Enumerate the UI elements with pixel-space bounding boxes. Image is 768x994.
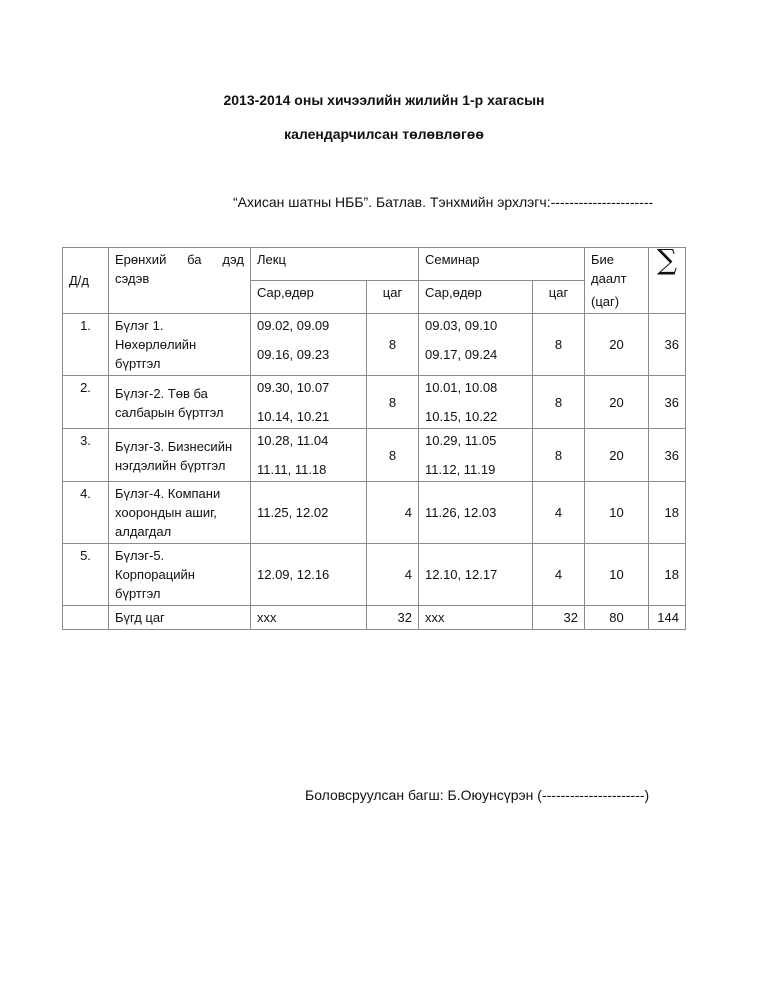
total-label: Бүгд цаг xyxy=(109,606,251,630)
header-self-line-1: Бие xyxy=(591,252,615,267)
header-seminar-date: Сар,өдөр xyxy=(419,281,533,314)
lecture-dates-1: 10.28, 11.04 xyxy=(257,433,329,448)
lecture-hours: 4 xyxy=(367,544,419,606)
seminar-dates xyxy=(419,314,533,376)
row-number: 3. xyxy=(63,429,109,482)
lecture-dates: 12.09, 12.16 xyxy=(251,544,367,606)
lecture-dates-1: 09.30, 10.07 xyxy=(257,380,330,395)
lecture-dates: 11.25, 12.02 xyxy=(251,482,367,544)
lecture-dates-1: 09.02, 09.09 xyxy=(257,318,330,333)
lecture-dates xyxy=(251,376,367,429)
row-total: 18 xyxy=(649,482,686,544)
total-all: 144 xyxy=(649,606,686,630)
lecture-hours: 8 xyxy=(367,314,419,376)
lecture-dates xyxy=(251,314,367,376)
table-row xyxy=(63,482,686,544)
seminar-dates xyxy=(419,376,533,429)
row-number: 4. xyxy=(63,482,109,544)
seminar-dates-1: 10.29, 11.05 xyxy=(425,433,497,448)
seminar-dates-2: 09.17, 09.24 xyxy=(425,347,498,362)
row-topic: Бүлэг-2. Төв ба салбарын бүртгэл xyxy=(109,376,251,429)
header-lecture-date: Сар,өдөр xyxy=(251,281,367,314)
total-row xyxy=(63,606,686,630)
header-dd: Д/д xyxy=(63,248,109,314)
title-line-1: 2013-2014 оны хичээлийн жилийн 1-р хагасын xyxy=(223,92,545,108)
header-seminar-hours: цаг xyxy=(533,281,585,314)
seminar-dates: 11.26, 12.03 xyxy=(419,482,533,544)
seminar-hours: 4 xyxy=(533,544,585,606)
total-seminar-hours: 32 xyxy=(533,606,585,630)
header-self-line-2: даалт xyxy=(591,271,627,286)
header-lecture: Лекц xyxy=(251,248,419,281)
header-self-study xyxy=(585,248,649,314)
self-study-hours: 10 xyxy=(585,544,649,606)
row-topic: Бүлэг-3. Бизнесийн нэгдэлийн бүртгэл xyxy=(109,429,251,482)
table-row xyxy=(63,314,686,376)
row-total: 36 xyxy=(649,314,686,376)
header-seminar: Семинар xyxy=(419,248,585,281)
seminar-hours: 8 xyxy=(533,429,585,482)
lecture-hours: 4 xyxy=(367,482,419,544)
lecture-dates xyxy=(251,429,367,482)
row-total: 18 xyxy=(649,544,686,606)
seminar-hours: 8 xyxy=(533,314,585,376)
seminar-dates-1: 09.03, 09.10 xyxy=(425,318,498,333)
header-row-1 xyxy=(63,248,686,281)
total-row-number xyxy=(63,606,109,630)
row-topic: Бүлэг-5. Корпорацийн бүртгэл xyxy=(109,544,251,606)
lecture-dates-2: 10.14, 10.21 xyxy=(257,409,330,424)
row-topic: Бүлэг-4. Компани хоорондын ашиг, алдагдал xyxy=(109,482,251,544)
schedule-table xyxy=(62,243,686,630)
seminar-hours: 4 xyxy=(533,482,585,544)
sigma-icon: ∑ xyxy=(649,248,686,314)
row-number: 5. xyxy=(63,544,109,606)
table-row xyxy=(63,429,686,482)
total-self-study: 80 xyxy=(585,606,649,630)
table-row xyxy=(63,544,686,606)
title-line-2: календарчилсан төлөвлөгөө xyxy=(284,126,484,142)
lecture-hours: 8 xyxy=(367,429,419,482)
self-study-hours: 20 xyxy=(585,429,649,482)
total-seminar-dates: xxx xyxy=(419,606,533,630)
self-study-hours: 10 xyxy=(585,482,649,544)
header-topic: Ерөнхий ба дэд сэдэв xyxy=(109,248,251,314)
row-total: 36 xyxy=(649,376,686,429)
row-number: 2. xyxy=(63,376,109,429)
total-lecture-dates: xxx xyxy=(251,606,367,630)
seminar-dates: 12.10, 12.17 xyxy=(419,544,533,606)
seminar-hours: 8 xyxy=(533,376,585,429)
seminar-dates-1: 10.01, 10.08 xyxy=(425,380,498,395)
self-study-hours: 20 xyxy=(585,314,649,376)
table-row xyxy=(63,376,686,429)
header-self-line-3: (цаг) xyxy=(591,294,620,309)
seminar-dates-2: 10.15, 10.22 xyxy=(425,409,498,424)
lecture-dates-2: 09.16, 09.23 xyxy=(257,347,330,362)
row-total: 36 xyxy=(649,429,686,482)
prepared-by: Боловсруулсан багш: Б.Оюунсүрэн (----------------------) xyxy=(305,787,650,803)
approval-line: “Ахисан шатны НББ”. Батлав. Тэнхмийн эрхлэгч:---------------------- xyxy=(233,194,654,210)
lecture-hours: 8 xyxy=(367,376,419,429)
row-topic: Бүлэг 1. Нөхөрлөлийн бүртгэл xyxy=(109,314,251,376)
header-lecture-hours: цаг xyxy=(367,281,419,314)
lecture-dates-2: 11.11, 11.18 xyxy=(257,462,327,477)
seminar-dates-2: 11.12, 11.19 xyxy=(425,462,496,477)
total-lecture-hours: 32 xyxy=(367,606,419,630)
self-study-hours: 20 xyxy=(585,376,649,429)
seminar-dates xyxy=(419,429,533,482)
row-number: 1. xyxy=(63,314,109,376)
